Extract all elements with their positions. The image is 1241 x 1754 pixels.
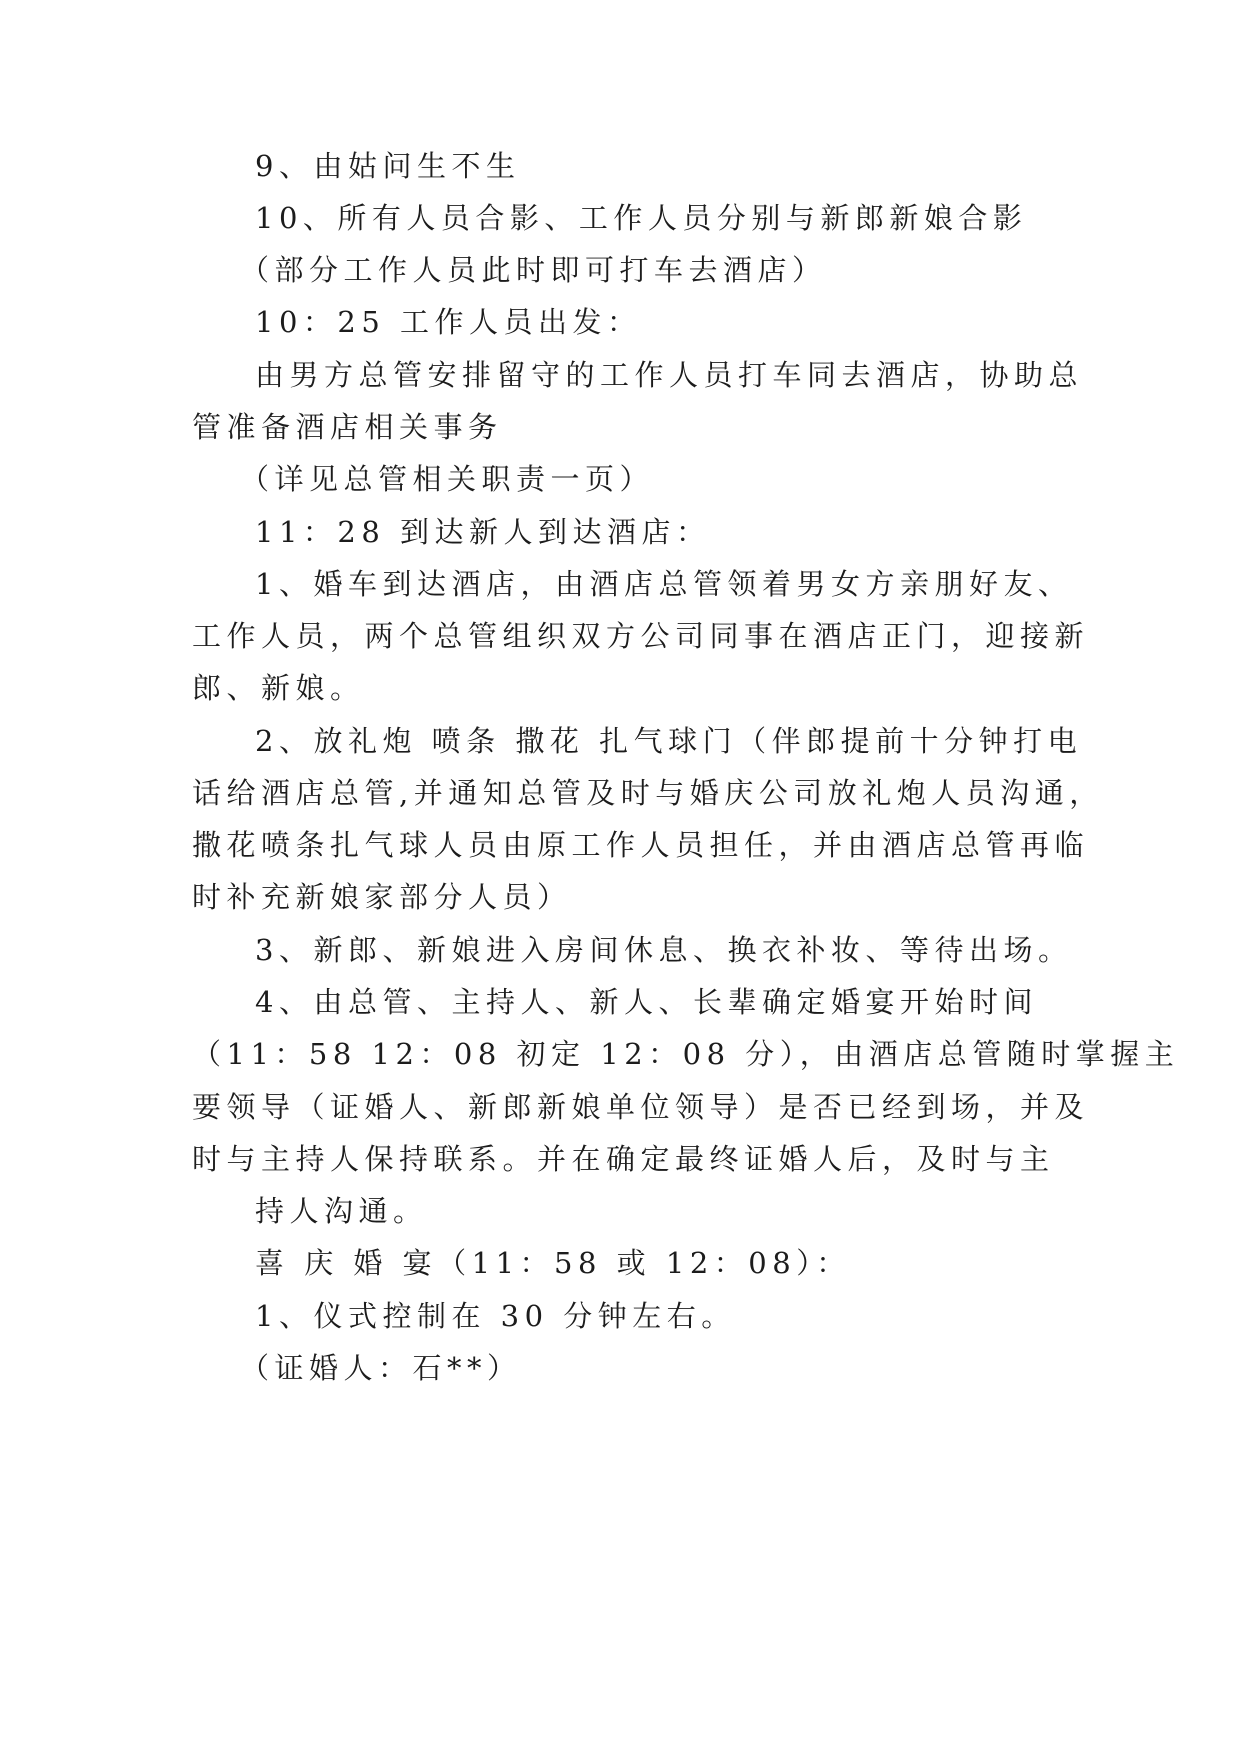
text-line-item-9: 9、由姑问生不生 xyxy=(255,149,521,183)
text-line-step-2-cont: 时补充新娘家部分人员） xyxy=(192,880,572,914)
text-line-witness: （证婚人：石**） xyxy=(240,1351,522,1385)
text-line-step-2: 2、放礼炮 喷条 撒花 扎气球门（伴郎提前十分钟打电 xyxy=(255,724,1083,758)
text-line-time-1128: 11：28 到达新人到达酒店： xyxy=(255,515,711,549)
text-line-step-1-cont: 郎、新娘。 xyxy=(192,671,365,705)
text-line-step-4-cont: 时与主持人保持联系。并在确定最终证婚人后，及时与主 xyxy=(192,1142,1055,1176)
text-line-paragraph: 由男方总管安排留守的工作人员打车同去酒店，协助总 xyxy=(255,358,1084,392)
text-line-step-4-cont: （11：58 12：08 初定 12：08 分），由酒店总管随时掌握主 xyxy=(192,1037,1180,1071)
text-line-step-2-cont: 话给酒店总管,并通知总管及时与婚庆公司放礼炮人员沟通， xyxy=(192,776,1104,810)
text-line-note-taxi: （部分工作人员此时即可打车去酒店） xyxy=(240,253,827,287)
text-line-time-1025: 10：25 工作人员出发： xyxy=(255,305,642,339)
text-line-step-2-cont: 撒花喷条扎气球人员由原工作人员担任，并由酒店总管再临 xyxy=(192,828,1090,862)
text-line-ceremony: 1、仪式控制在 30 分钟左右。 xyxy=(255,1299,736,1333)
text-line-note-duties: （详见总管相关职责一页） xyxy=(240,462,655,496)
text-line-paragraph-cont: 管准备酒店相关事务 xyxy=(192,410,503,444)
text-line-step-4: 4、由总管、主持人、新人、长辈确定婚宴开始时间 xyxy=(255,985,1038,1019)
text-line-step-1: 1、婚车到达酒店，由酒店总管领着男女方亲朋好友、 xyxy=(255,567,1073,601)
text-line-step-4-cont: 持人沟通。 xyxy=(255,1194,428,1228)
text-line-step-3: 3、新郎、新娘进入房间休息、换衣补妆、等待出场。 xyxy=(255,933,1073,967)
text-line-banquet-heading: 喜 庆 婚 宴（11：58 或 12：08）： xyxy=(255,1246,851,1280)
text-line-item-10: 10、所有人员合影、工作人员分别与新郎新娘合影 xyxy=(255,201,1028,235)
text-line-step-1-cont: 工作人员，两个总管组织双方公司同事在酒店正门，迎接新 xyxy=(192,619,1090,653)
text-line-step-4-cont: 要领导（证婚人、新郎新娘单位领导）是否已经到场，并及 xyxy=(192,1090,1090,1124)
